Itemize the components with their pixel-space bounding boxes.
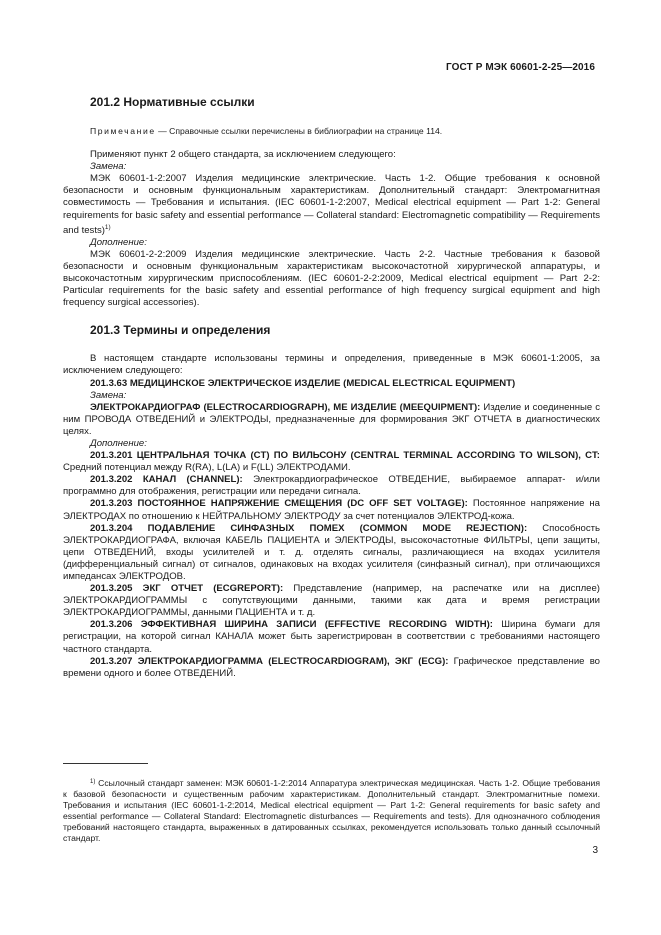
replace-label: Замена: (90, 389, 127, 401)
term-definition: Постоянное напряжение на ЭЛЕКТРОДАХ по отношению к НЕЙТРАЛЬНОМУ ЭЛЕКТРОДУ за счет потенциалов ЭЛЕКТРОД-кожа. (63, 498, 600, 522)
apply-paragraph: Применяют пункт 2 общего стандарта, за исключением следующего: (90, 149, 396, 161)
footnote-text: Ссылочный стандарт заменен: МЭК 60601-1-2:2014 Аппаратура электрическая медицинская. Часть 1-2. Общие требования к базовой безопасности и существенным рабочим характеристикам. Дополнительный стандарт. Электромагнитные помехи. Требования и испытания (IEC 60601-1-2:2014, Medical electrical equipment — Part 1-2: General requirements for basic safety and essential performance — Collateral Standard: Electromagnetic disturbances — Requirements and tests). Для однозначного соблюдения требований настоящего стандарта, выраженных в датированных ссылках, рекомендуется использовать только данный ссылочный стандарт. (63, 777, 600, 843)
term-definition: Ширина бумаги для регистрации, на которой сигнал КАНАЛА может быть зарегистрирован в соответствии с требованиями настоящего частного стандарта. (63, 619, 600, 655)
page-content (63, 95, 600, 680)
term-definition: Электрокардиографическое ОТВЕДЕНИЕ, выбираемое аппарат- и/или программно для отображения, регистрации или передачи сигнала. (63, 474, 601, 498)
term-201-3-63: 201.3.63 МЕДИЦИНСКОЕ ЭЛЕКТРИЧЕСКОЕ ИЗДЕЛИЕ (MEDICAL ELECTRICAL EQUIPMENT) (90, 377, 516, 389)
term-definition: Изделие и соединенные с ним ПРОВОДА ОТВЕДЕНИЙ и ЭЛЕКТРОДЫ, предназначенные для формирования ЭКГ ОТЧЕТА в диагностических целях. (63, 401, 601, 437)
reference-iec-60601-2-2: МЭК 60601-2-2:2009 Изделия медицинские электрические. Часть 2-2. Частные требования к базовой безопасности и основным функциональным характеристикам высокочастотной хирургической аппаратуры, и высокочастотным хирургическим приспособлениям. (IEC 60601-2-2:2009, Medical electrical equipment — Part 2-2: Particular requirements for the basic safety and essential performance of high frequency surgical equipment and high frequency surgical accessories). (63, 248, 600, 309)
reference-text: МЭК 60601-1-2:2007 Изделия медицинские электрические. Часть 1-2. Общие требования к основной безопасности и основным функциональным характеристикам. Дополнительный стандарт: Электромагнитная совместимость — Требования и испытания. (IEC 60601-1-2:2007, Medical electrical equipment — Part 1-2: General requirements for basic safety and essential performance — Collateral standard: Electromagnetic compatibility — Requirements and tests) (63, 173, 600, 236)
standard-header: ГОСТ Р МЭК 60601-2-25—2016 (446, 62, 595, 73)
term-title: 201.3.203 ПОСТОЯННОЕ НАПРЯЖЕНИЕ СМЕЩЕНИЯ (DC OFF SET VOLTAGE): (90, 498, 468, 510)
replace-label: Замена: (90, 161, 127, 173)
footnote-mark: 1) (90, 778, 96, 785)
term-201-3-201 (63, 450, 600, 474)
addition-label: Дополнение: (90, 437, 147, 449)
section-heading-terms: 201.3 Термины и определения (90, 323, 271, 338)
note-paragraph (63, 125, 600, 137)
footnote-divider (63, 763, 148, 764)
term-title: 201.3.207 ЭЛЕКТРОКАРДИОГРАММА (ELECTROCARDIOGRAM), ЭКГ (ECG): (90, 655, 449, 667)
term-title: 201.3.201 ЦЕНТРАЛЬНАЯ ТОЧКА (CT) ПО ВИЛЬСОНУ (CENTRAL TERMINAL ACCORDING TO WILSON), CT: (90, 450, 600, 462)
term-definition: Средний потенциал между R(RA), L(LA) и F(LL) ЭЛЕКТРОДАМИ. (63, 462, 351, 474)
section-gap (63, 309, 600, 323)
term-definition: Графическое представление во времени одного и более ОТВЕДЕНИЙ. (63, 655, 600, 679)
term-201-3-205 (63, 583, 600, 619)
term-201-3-204 (63, 523, 600, 583)
term-201-3-206 (63, 619, 600, 655)
footnote (63, 777, 600, 844)
note-label: Примечание (90, 126, 156, 136)
term-201-3-203 (63, 498, 600, 522)
terms-intro: В настоящем стандарте использованы термины и определения, приведенные в МЭК 60601-1:2005, за исключением следующего: (63, 353, 600, 377)
page-number: 3 (592, 845, 598, 856)
term-definition: Представление (например, на распечатке или на дисплее) ЭЛЕКТРОКАРДИОГРАММЫ с сопутствующими данными, такими как дата и время регистрации ЭЛЕКТРОКАРДИОГРАММЫ, данными ПАЦИЕНТА и т. д. (63, 583, 600, 619)
footnote-reference[interactable]: 1) (104, 223, 111, 231)
term-title: 201.3.202 КАНАЛ (CHANNEL): (90, 474, 243, 486)
addition-label: Дополнение: (90, 236, 147, 248)
term-201-3-207 (63, 656, 600, 680)
term-title: ЭЛЕКТРОКАРДИОГРАФ (ELECTROCARDIOGRAPH), МЕ ИЗДЕЛИЕ (MEEQUIPMENT): (90, 401, 481, 413)
term-title: 201.3.204 ПОДАВЛЕНИЕ СИНФАЗНЫХ ПОМЕХ (COMMON MODE REJECTION): (90, 522, 528, 534)
section-heading-normative-references: 201.2 Нормативные ссылки (90, 95, 255, 109)
term-title: 201.3.205 ЭКГ ОТЧЕТ (ECGREPORT): (90, 583, 284, 595)
term-title: 201.3.206 ЭФФЕКТИВНАЯ ШИРИНА ЗАПИСИ (EFFECTIVE RECORDING WIDTH): (90, 619, 493, 631)
term-electrocardiograph (63, 402, 600, 438)
term-definition: Способность ЭЛЕКТРОКАРДИОГРАФА, включая КАБЕЛЬ ПАЦИЕНТА и ЭЛЕКТРОДЫ, высокочастотные ФИЛЬТРЫ, цепи защиты, цепи ОТВЕДЕНИЙ, входы усилителей и т. д. отделять сигналы, различающиеся на входах усилителя (дифференциальный сигнал) от сигналов, одинаковых на входах усилителя (синфазный сигнал), при отличающихся импедансах ЭЛЕКТРОДОВ. (63, 522, 600, 582)
term-201-3-202 (63, 474, 600, 498)
reference-iec-60601-1-2 (63, 173, 600, 236)
note-text: — Справочные ссылки перечислены в библиографии на странице 114. (155, 126, 443, 136)
